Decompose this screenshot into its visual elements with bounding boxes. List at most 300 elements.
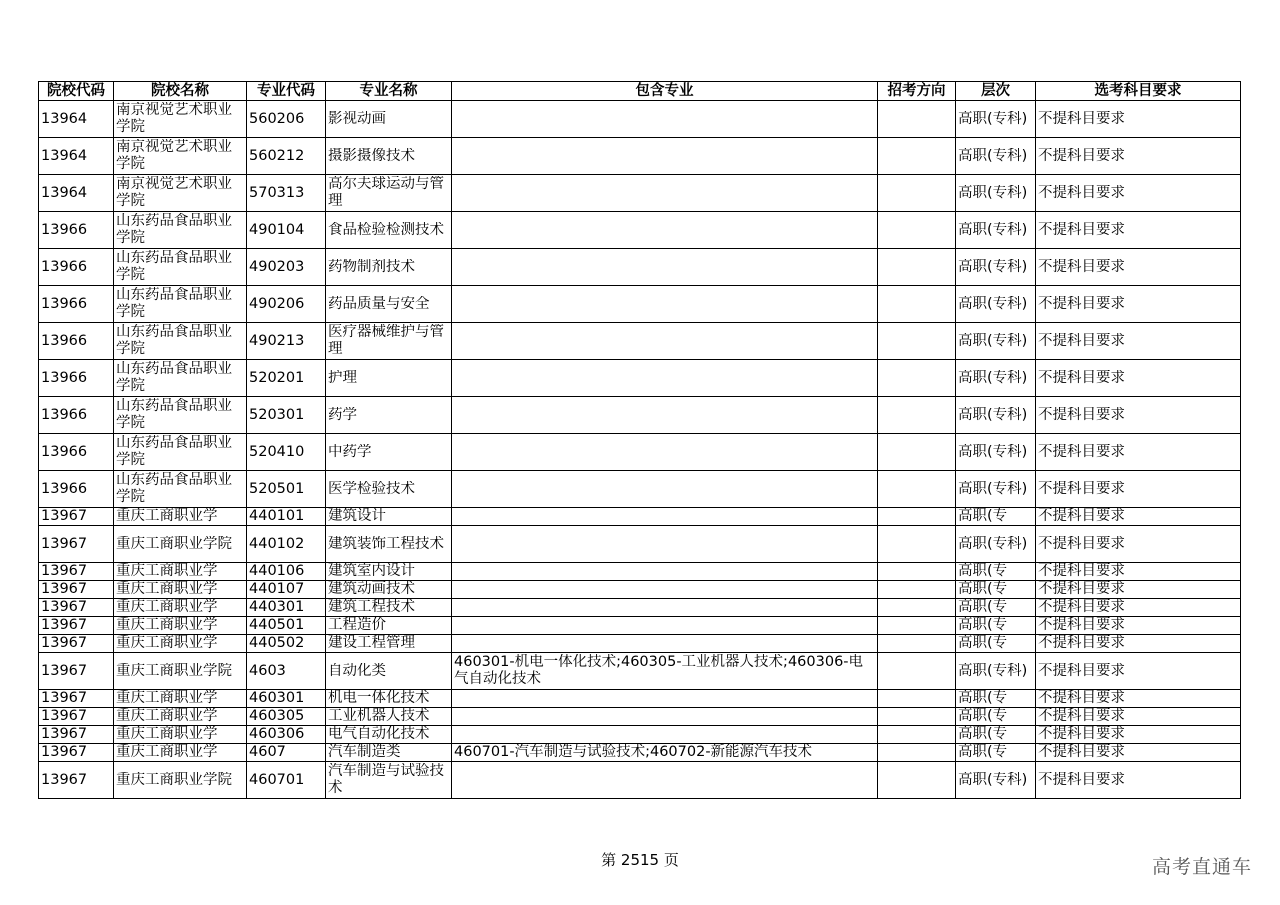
cell-school-code [39, 286, 114, 323]
cell-major-name [326, 526, 452, 563]
cell-subject-req [1036, 360, 1241, 397]
cell-major-name-text: 药品质量与安全 [328, 295, 430, 312]
cell-school-name [114, 526, 247, 563]
cell-school-code [39, 708, 114, 726]
cell-includes [452, 286, 878, 323]
cell-major-name [326, 471, 452, 508]
cell-level [956, 653, 1036, 690]
cell-major-code [247, 249, 326, 286]
cell-major-name-text: 中药学 [328, 443, 372, 460]
cell-subject-req-text: 不提科目要求 [1038, 662, 1125, 679]
cell-school-code [39, 581, 114, 599]
cell-includes [452, 581, 878, 599]
cell-includes [452, 563, 878, 581]
cell-includes [452, 101, 878, 138]
cell-includes-text: 460301-机电一体化技术;460305-工业机器人技术;460306-电气自动化技术 [454, 654, 864, 687]
cell-includes-text [454, 690, 875, 707]
header-row [39, 82, 1241, 101]
cell-level-text: 高职(专 [958, 635, 1008, 651]
cell-major-name-text: 建筑装饰工程技术 [328, 535, 444, 552]
cell-school-name [114, 286, 247, 323]
cell-subject-req [1036, 581, 1241, 599]
header-major-code: 专业代码 [247, 82, 326, 101]
cell-direction [878, 708, 956, 726]
cell-includes [452, 599, 878, 617]
cell-level [956, 286, 1036, 323]
table-row [39, 508, 1241, 526]
cell-school-name-text: 重庆工商职业学院 [116, 662, 232, 679]
cell-level [956, 360, 1036, 397]
cell-school-code [39, 397, 114, 434]
cell-school-name-text: 重庆工商职业学 [116, 726, 218, 742]
cell-subject-req [1036, 286, 1241, 323]
cell-subject-req [1036, 101, 1241, 138]
cell-subject-req-text: 不提科目要求 [1038, 599, 1125, 615]
cell-major-name [326, 581, 452, 599]
cell-subject-req [1036, 744, 1241, 762]
cell-school-name-text: 山东药品食品职业学院 [116, 361, 232, 394]
cell-level [956, 563, 1036, 581]
cell-subject-req-text: 不提科目要求 [1038, 581, 1125, 597]
table-row [39, 101, 1241, 138]
cell-subject-req-text: 不提科目要求 [1038, 295, 1125, 312]
cell-school-code-text: 13967 [41, 771, 88, 788]
cell-level-text: 高职(专 [958, 599, 1008, 615]
cell-includes-text [454, 617, 875, 634]
cell-school-name-text: 重庆工商职业学 [116, 563, 218, 579]
cell-major-name [326, 360, 452, 397]
cell-major-code [247, 286, 326, 323]
table-row [39, 653, 1241, 690]
cell-school-name-text: 南京视觉艺术职业学院 [116, 176, 232, 209]
cell-includes [452, 138, 878, 175]
cell-school-code [39, 690, 114, 708]
cell-school-code-text: 13966 [41, 332, 88, 349]
cell-major-name-text: 建筑工程技术 [328, 599, 415, 615]
cell-major-name-text: 电气自动化技术 [328, 726, 430, 742]
cell-school-name-text: 重庆工商职业学 [116, 690, 218, 706]
cell-major-name [326, 508, 452, 526]
cell-subject-req-text: 不提科目要求 [1038, 508, 1125, 524]
cell-level-text: 高职(专科) [958, 295, 1028, 312]
cell-major-name-text: 医疗器械维护与管理 [328, 324, 444, 357]
cell-level-text: 高职(专 [958, 581, 1008, 597]
cell-major-name [326, 323, 452, 360]
cell-school-name [114, 360, 247, 397]
cell-major-code [247, 526, 326, 563]
table-row [39, 286, 1241, 323]
cell-major-code-text: 440301 [249, 599, 305, 615]
cell-direction [878, 138, 956, 175]
cell-major-code [247, 563, 326, 581]
cell-level-text: 高职(专科) [958, 110, 1028, 127]
cell-school-name [114, 653, 247, 690]
cell-level-text: 高职(专科) [958, 443, 1028, 460]
cell-major-code-text: 570313 [249, 184, 305, 201]
cell-school-code [39, 726, 114, 744]
cell-direction-text [880, 690, 953, 707]
cell-direction [878, 653, 956, 690]
cell-major-name [326, 563, 452, 581]
header-direction: 招考方向 [878, 82, 956, 101]
cell-school-code [39, 471, 114, 508]
cell-major-name [326, 726, 452, 744]
cell-subject-req-text: 不提科目要求 [1038, 406, 1125, 423]
cell-subject-req-text: 不提科目要求 [1038, 535, 1125, 552]
cell-level-text: 高职(专科) [958, 221, 1028, 238]
cell-school-name [114, 635, 247, 653]
cell-includes [452, 526, 878, 563]
cell-major-name-text: 建筑动画技术 [328, 581, 415, 597]
cell-school-name [114, 599, 247, 617]
cell-major-code-text: 440101 [249, 508, 305, 524]
cell-major-code-text: 460701 [249, 771, 305, 788]
cell-direction-text [880, 581, 953, 598]
header-school-name: 院校名称 [114, 82, 247, 101]
cell-major-code-text: 440106 [249, 563, 305, 579]
cell-major-name-text: 影视动画 [328, 110, 386, 127]
watermark: 高考直通车 [1151, 856, 1252, 878]
cell-school-code-text: 13967 [41, 581, 88, 597]
cell-major-name-text: 工业机器人技术 [328, 708, 430, 724]
cell-school-name [114, 212, 247, 249]
cell-school-code-text: 13966 [41, 443, 88, 460]
cell-includes-text [454, 635, 875, 652]
cell-includes-text [454, 726, 875, 743]
cell-school-name [114, 708, 247, 726]
cell-school-name [114, 726, 247, 744]
cell-major-code [247, 397, 326, 434]
cell-major-name-text: 护理 [328, 369, 357, 386]
table-row [39, 563, 1241, 581]
cell-major-name [326, 397, 452, 434]
cell-school-name-text: 重庆工商职业学院 [116, 771, 232, 788]
cell-direction [878, 635, 956, 653]
cell-school-code [39, 323, 114, 360]
table-row [39, 708, 1241, 726]
cell-includes [452, 762, 878, 799]
table-row [39, 471, 1241, 508]
cell-school-name-text: 山东药品食品职业学院 [116, 213, 232, 246]
cell-direction-text [880, 508, 953, 525]
cell-major-code-text: 490206 [249, 295, 305, 312]
cell-school-name-text: 山东药品食品职业学院 [116, 250, 232, 283]
cell-subject-req-text: 不提科目要求 [1038, 221, 1125, 238]
cell-major-code-text: 520201 [249, 369, 305, 386]
cell-level-text: 高职(专科) [958, 480, 1028, 497]
cell-direction [878, 599, 956, 617]
cell-subject-req [1036, 617, 1241, 635]
table-row [39, 323, 1241, 360]
cell-includes [452, 708, 878, 726]
cell-includes-text [454, 581, 875, 598]
cell-level [956, 323, 1036, 360]
cell-school-name-text: 南京视觉艺术职业学院 [116, 139, 232, 172]
cell-major-name-text: 药学 [328, 406, 357, 423]
cell-major-name [326, 617, 452, 635]
cell-level-text: 高职(专 [958, 690, 1008, 706]
cell-major-code [247, 744, 326, 762]
cell-school-name-text: 重庆工商职业学 [116, 617, 218, 633]
table-row [39, 138, 1241, 175]
cell-school-code-text: 13967 [41, 617, 88, 633]
cell-school-code [39, 138, 114, 175]
cell-level [956, 635, 1036, 653]
cell-major-code [247, 726, 326, 744]
cell-school-code [39, 175, 114, 212]
cell-subject-req [1036, 397, 1241, 434]
cell-direction-text [880, 708, 953, 725]
cell-school-code-text: 13967 [41, 690, 88, 706]
cell-subject-req-text: 不提科目要求 [1038, 369, 1125, 386]
cell-school-name [114, 323, 247, 360]
cell-includes-text [454, 599, 875, 616]
cell-school-name-text: 重庆工商职业学 [116, 581, 218, 597]
cell-major-code [247, 635, 326, 653]
cell-major-name-text: 高尔夫球运动与管理 [328, 176, 444, 209]
cell-direction [878, 581, 956, 599]
cell-level [956, 508, 1036, 526]
cell-major-code [247, 581, 326, 599]
table-row [39, 360, 1241, 397]
cell-major-code-text: 440102 [249, 535, 305, 552]
cell-school-code-text: 13967 [41, 708, 88, 724]
cell-includes [452, 249, 878, 286]
table-row [39, 212, 1241, 249]
cell-subject-req [1036, 323, 1241, 360]
cell-subject-req [1036, 471, 1241, 508]
cell-subject-req [1036, 690, 1241, 708]
cell-major-code [247, 471, 326, 508]
cell-school-name-text: 山东药品食品职业学院 [116, 398, 232, 431]
cell-direction [878, 471, 956, 508]
table-row [39, 175, 1241, 212]
table-row [39, 249, 1241, 286]
cell-includes [452, 212, 878, 249]
cell-direction-text [880, 617, 953, 634]
cell-includes [452, 635, 878, 653]
cell-major-code [247, 175, 326, 212]
cell-subject-req-text: 不提科目要求 [1038, 147, 1125, 164]
cell-school-code [39, 653, 114, 690]
cell-level-text: 高职(专 [958, 617, 1008, 633]
cell-major-code-text: 460305 [249, 708, 305, 724]
cell-major-code [247, 508, 326, 526]
cell-major-name-text: 机电一体化技术 [328, 690, 430, 706]
cell-direction [878, 212, 956, 249]
table-row [39, 397, 1241, 434]
cell-subject-req-text: 不提科目要求 [1038, 184, 1125, 201]
cell-direction [878, 617, 956, 635]
cell-includes [452, 360, 878, 397]
cell-level-text: 高职(专 [958, 744, 1008, 760]
cell-level-text: 高职(专 [958, 508, 1008, 524]
table-row [39, 635, 1241, 653]
cell-school-name [114, 175, 247, 212]
table-row [39, 526, 1241, 563]
cell-level [956, 526, 1036, 563]
cell-subject-req-text: 不提科目要求 [1038, 708, 1125, 724]
cell-direction [878, 101, 956, 138]
cell-school-code [39, 744, 114, 762]
cell-major-code [247, 101, 326, 138]
cell-direction [878, 508, 956, 526]
cell-school-code [39, 101, 114, 138]
cell-level-text: 高职(专科) [958, 535, 1028, 552]
cell-includes [452, 323, 878, 360]
cell-direction [878, 249, 956, 286]
cell-direction [878, 563, 956, 581]
cell-major-code [247, 653, 326, 690]
cell-includes [452, 690, 878, 708]
cell-school-code-text: 13966 [41, 406, 88, 423]
cell-major-name [326, 175, 452, 212]
cell-major-code-text: 560212 [249, 147, 305, 164]
cell-school-name-text: 山东药品食品职业学院 [116, 287, 232, 320]
cell-major-code-text: 520301 [249, 406, 305, 423]
cell-major-code-text: 4607 [249, 744, 286, 760]
cell-subject-req [1036, 708, 1241, 726]
cell-major-name [326, 653, 452, 690]
cell-major-name [326, 434, 452, 471]
cell-major-code-text: 490213 [249, 332, 305, 349]
cell-subject-req [1036, 175, 1241, 212]
cell-level [956, 599, 1036, 617]
cell-subject-req [1036, 653, 1241, 690]
cell-school-code-text: 13967 [41, 599, 88, 615]
cell-level-text: 高职(专科) [958, 147, 1028, 164]
cell-major-code-text: 520410 [249, 443, 305, 460]
cell-school-code-text: 13966 [41, 258, 88, 275]
cell-school-code [39, 360, 114, 397]
cell-major-name [326, 101, 452, 138]
cell-school-name [114, 249, 247, 286]
cell-school-name-text: 山东药品食品职业学院 [116, 435, 232, 468]
cell-level [956, 726, 1036, 744]
cell-major-code-text: 520501 [249, 480, 305, 497]
cell-school-name [114, 508, 247, 526]
cell-school-code-text: 13964 [41, 110, 88, 127]
cell-school-name [114, 138, 247, 175]
cell-subject-req [1036, 249, 1241, 286]
table-row [39, 581, 1241, 599]
cell-includes [452, 175, 878, 212]
cell-school-name-text: 南京视觉艺术职业学院 [116, 102, 232, 135]
cell-direction [878, 726, 956, 744]
cell-major-name-text: 建设工程管理 [328, 635, 415, 651]
table-row [39, 762, 1241, 799]
cell-direction [878, 360, 956, 397]
cell-school-name [114, 762, 247, 799]
cell-major-code-text: 490104 [249, 221, 305, 238]
cell-subject-req [1036, 635, 1241, 653]
header-level: 层次 [956, 82, 1036, 101]
cell-subject-req-text: 不提科目要求 [1038, 110, 1125, 127]
cell-includes-text [454, 563, 875, 580]
cell-school-name-text: 重庆工商职业学 [116, 708, 218, 724]
cell-subject-req-text: 不提科目要求 [1038, 563, 1125, 579]
cell-major-name-text: 摄影摄像技术 [328, 147, 415, 164]
cell-major-code-text: 440501 [249, 617, 305, 633]
cell-school-code-text: 13967 [41, 635, 88, 651]
cell-major-code-text: 460306 [249, 726, 305, 742]
cell-includes [452, 744, 878, 762]
cell-major-name [326, 690, 452, 708]
cell-school-code-text: 13964 [41, 147, 88, 164]
cell-includes [452, 397, 878, 434]
cell-includes [452, 434, 878, 471]
cell-school-code-text: 13967 [41, 563, 88, 579]
cell-school-code-text: 13967 [41, 508, 88, 524]
cell-major-code-text: 560206 [249, 110, 305, 127]
cell-level [956, 175, 1036, 212]
cell-school-code [39, 762, 114, 799]
cell-subject-req [1036, 138, 1241, 175]
cell-major-code [247, 708, 326, 726]
header-major-name: 专业名称 [326, 82, 452, 101]
cell-major-name-text: 工程造价 [328, 617, 386, 633]
cell-major-name [326, 708, 452, 726]
admissions-table [38, 81, 1241, 799]
cell-school-code [39, 563, 114, 581]
cell-school-code [39, 635, 114, 653]
cell-includes [452, 617, 878, 635]
cell-level [956, 471, 1036, 508]
cell-level-text: 高职(专 [958, 708, 1008, 724]
cell-major-name [326, 635, 452, 653]
cell-subject-req [1036, 434, 1241, 471]
cell-major-code-text: 440107 [249, 581, 305, 597]
cell-school-name [114, 563, 247, 581]
cell-direction [878, 526, 956, 563]
cell-subject-req-text: 不提科目要求 [1038, 726, 1125, 742]
cell-school-code-text: 13964 [41, 184, 88, 201]
cell-direction [878, 323, 956, 360]
cell-major-code-text: 440502 [249, 635, 305, 651]
cell-school-code-text: 13966 [41, 369, 88, 386]
cell-includes [452, 726, 878, 744]
cell-school-name-text: 山东药品食品职业学院 [116, 324, 232, 357]
cell-level [956, 434, 1036, 471]
cell-direction-text [880, 726, 953, 743]
table-row [39, 434, 1241, 471]
cell-subject-req [1036, 726, 1241, 744]
cell-major-name [326, 744, 452, 762]
cell-level-text: 高职(专科) [958, 406, 1028, 423]
cell-includes-text [454, 508, 875, 525]
cell-subject-req-text: 不提科目要求 [1038, 690, 1125, 706]
cell-subject-req-text: 不提科目要求 [1038, 332, 1125, 349]
cell-major-code [247, 617, 326, 635]
cell-level [956, 708, 1036, 726]
cell-major-name-text: 食品检验检测技术 [328, 221, 444, 238]
cell-level-text: 高职(专科) [958, 662, 1028, 679]
cell-major-name [326, 249, 452, 286]
cell-major-code [247, 212, 326, 249]
cell-subject-req [1036, 526, 1241, 563]
cell-direction-text [880, 599, 953, 616]
cell-major-name-text: 汽车制造类 [328, 744, 401, 760]
cell-school-code-text: 13966 [41, 221, 88, 238]
cell-school-code-text: 13967 [41, 535, 88, 552]
cell-school-code-text: 13966 [41, 295, 88, 312]
table-row [39, 726, 1241, 744]
cell-major-name [326, 762, 452, 799]
cell-level-text: 高职(专 [958, 726, 1008, 742]
cell-subject-req-text: 不提科目要求 [1038, 617, 1125, 633]
cell-school-code [39, 434, 114, 471]
cell-major-code [247, 762, 326, 799]
